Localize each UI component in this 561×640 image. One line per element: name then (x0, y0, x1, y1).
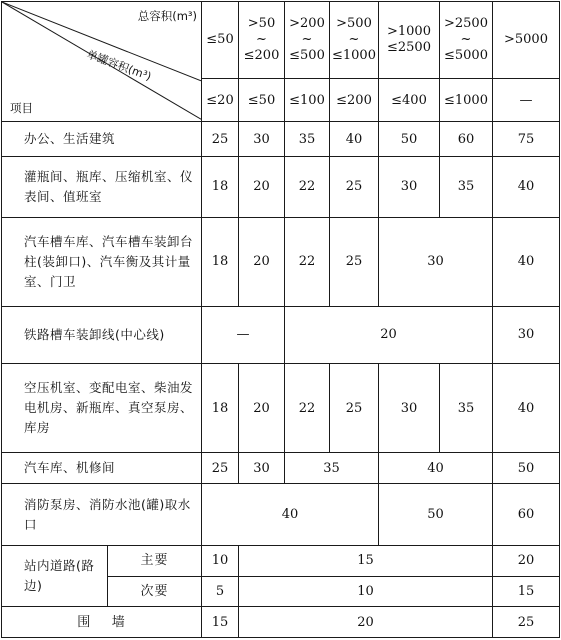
value-cell: 22 (285, 218, 330, 307)
value-cell: 30 (493, 306, 560, 363)
single-range-cell: ≤400 (379, 79, 440, 122)
value-cell: 35 (285, 453, 379, 484)
value-cell: 60 (493, 484, 560, 546)
value-cell: 35 (440, 156, 493, 217)
value-cell: 25 (330, 363, 379, 453)
value-cell: 15 (202, 607, 239, 638)
road-main-label: 主要 (108, 546, 202, 577)
value-cell: 25 (330, 156, 379, 217)
value-cell: 40 (493, 156, 560, 217)
value-cell: 40 (379, 453, 493, 484)
total-range-cell: >5000 (493, 2, 560, 79)
table-row (2, 484, 560, 546)
wall-name: 围 墙 (2, 607, 202, 638)
value-cell: 30 (379, 218, 493, 307)
value-cell: 25 (202, 453, 239, 484)
value-cell: 20 (239, 607, 493, 638)
value-cell: 18 (202, 218, 239, 307)
value-cell: 22 (285, 156, 330, 217)
item-label: 项目 (10, 101, 33, 116)
table-row (2, 546, 560, 577)
value-cell: 50 (379, 122, 440, 157)
value-cell: 40 (330, 122, 379, 157)
value-cell: 60 (440, 122, 493, 157)
value-cell: 20 (239, 218, 285, 307)
road-name: 站内道路(路边) (2, 546, 108, 607)
single-range-cell: ≤50 (239, 79, 285, 122)
row-name: 汽车槽车库、汽车槽车装卸台柱(装卸口)、汽车衡及其计量室、门卫 (2, 218, 202, 307)
value-cell: 20 (493, 546, 560, 577)
row-name: 汽车库、机修间 (2, 453, 202, 484)
value-cell: 25 (493, 607, 560, 638)
total-range-cell: ≤50 (202, 2, 239, 79)
value-cell: 18 (202, 156, 239, 217)
diagonal-header-cell (2, 2, 202, 122)
total-range-cell: >500 ~ ≤1000 (330, 2, 379, 79)
value-cell: 25 (202, 122, 239, 157)
table-row (2, 306, 560, 363)
table-row (2, 122, 560, 157)
value-cell: 15 (493, 576, 560, 607)
table-row (2, 453, 560, 484)
value-cell: 10 (202, 546, 239, 577)
value-cell: 20 (285, 306, 493, 363)
table-row (2, 363, 560, 453)
total-range-cell: >1000 ≤2500 (379, 2, 440, 79)
value-cell: 50 (493, 453, 560, 484)
value-cell: 30 (239, 453, 285, 484)
spacing-table (1, 1, 560, 638)
value-cell: 20 (239, 156, 285, 217)
single-tank-label: 单罐容积(m³) (84, 47, 153, 84)
value-cell: 30 (239, 122, 285, 157)
value-cell: 35 (285, 122, 330, 157)
value-cell: 50 (379, 484, 493, 546)
value-cell: 40 (493, 218, 560, 307)
table-row (2, 218, 560, 307)
value-cell: 75 (493, 122, 560, 157)
table-row (2, 607, 560, 638)
single-range-cell: ≤1000 (440, 79, 493, 122)
row-name: 消防泵房、消防水池(罐)取水口 (2, 484, 202, 546)
row-name: 灌瓶间、瓶库、压缩机室、仪表间、值班室 (2, 156, 202, 217)
value-cell: 30 (379, 363, 440, 453)
row-name: 铁路槽车装卸线(中心线) (2, 306, 202, 363)
value-cell: 18 (202, 363, 239, 453)
value-cell: 15 (239, 546, 493, 577)
value-cell: 20 (239, 363, 285, 453)
single-range-cell: ≤200 (330, 79, 379, 122)
single-range-cell: — (493, 79, 560, 122)
single-range-cell: ≤100 (285, 79, 330, 122)
value-cell: 25 (330, 218, 379, 307)
total-range-cell: >2500 ~ ≤5000 (440, 2, 493, 79)
total-range-cell: >200 ~ ≤500 (285, 2, 330, 79)
value-cell: 35 (440, 363, 493, 453)
value-cell: — (202, 306, 285, 363)
value-cell: 5 (202, 576, 239, 607)
table-row (2, 156, 560, 217)
value-cell: 10 (239, 576, 493, 607)
row-name: 空压机室、变配电室、柴油发电机房、新瓶库、真空泵房、库房 (2, 363, 202, 453)
value-cell: 40 (202, 484, 379, 546)
header-row-total (2, 2, 560, 79)
single-range-cell: ≤20 (202, 79, 239, 122)
value-cell: 40 (493, 363, 560, 453)
value-cell: 30 (379, 156, 440, 217)
road-secondary-label: 次要 (108, 576, 202, 607)
value-cell: 22 (285, 363, 330, 453)
row-name: 办公、生活建筑 (2, 122, 202, 157)
total-volume-label: 总容积(m³) (137, 9, 197, 23)
total-range-cell: >50 ~ ≤200 (239, 2, 285, 79)
